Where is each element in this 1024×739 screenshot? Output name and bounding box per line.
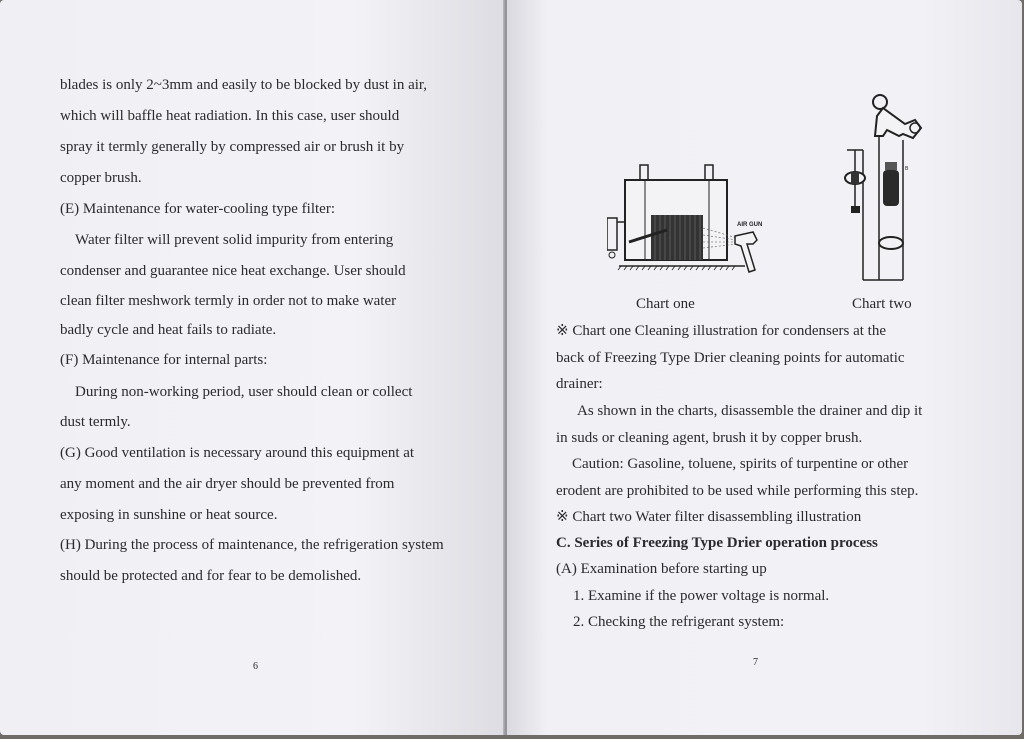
section-heading: (A) Examination before starting up	[556, 561, 767, 577]
caution-line: Caution: Gasoline, toluene, spirits of turpentine or other	[572, 456, 909, 472]
text-line: any moment and the air dryer should be prevented from	[60, 476, 395, 492]
list-item: 2. Checking the refrigerant system:	[573, 614, 785, 630]
text-line: should be protected and for fear to be demolished.	[60, 568, 362, 584]
air-gun-label: AIR GUN	[737, 222, 763, 228]
text-line: ※ Chart two Water filter disassembling illustration	[556, 509, 862, 525]
section-heading: (E) Maintenance for water-cooling type filter:	[60, 201, 335, 217]
text-line: dust termly.	[60, 414, 131, 430]
left-page	[0, 0, 505, 735]
text-line: clean filter meshwork termly in order not to make water	[60, 293, 397, 309]
list-item: 1. Examine if the power voltage is normal.	[573, 588, 830, 604]
text-line: Water filter will prevent solid impurity from entering	[75, 232, 394, 248]
page-number: 7	[753, 657, 758, 668]
text-line: copper brush.	[60, 170, 142, 186]
text-line: blades is only 2~3mm and easily to be blocked by dust in air,	[60, 77, 428, 93]
chart-two-caption: Chart two	[852, 296, 912, 312]
chart-one-caption: Chart one	[636, 296, 695, 312]
text-line: As shown in the charts, disassemble the drainer and dip it	[577, 403, 923, 419]
part-b-label: B	[905, 166, 909, 172]
section-heading: (F) Maintenance for internal parts:	[60, 352, 268, 368]
text-line: badly cycle and heat fails to radiate.	[60, 322, 277, 338]
text-line: erodent are prohibited to be used while performing this step.	[556, 483, 919, 499]
text-line: spray it termly generally by compressed air or brush it by	[60, 139, 405, 155]
text-line: exposing in sunshine or heat source.	[60, 507, 278, 523]
text-line: drainer:	[556, 376, 603, 392]
section-title: C. Series of Freezing Type Drier operation process	[556, 535, 878, 551]
text-line: During non-working period, user should clean or collect	[75, 384, 413, 400]
text-line: condenser and guarantee nice heat exchange. User should	[60, 263, 406, 279]
section-heading: (H) During the process of maintenance, the refrigeration system	[60, 537, 444, 553]
text-line: in suds or cleaning agent, brush it by copper brush.	[556, 430, 863, 446]
chart-two-illustration	[827, 88, 927, 283]
right-page	[507, 0, 1022, 735]
chart-one-illustration	[607, 160, 782, 280]
text-line: ※ Chart one Cleaning illustration for condensers at the	[556, 323, 886, 339]
page-number: 6	[253, 661, 258, 672]
text-line: back of Freezing Type Drier cleaning points for automatic	[556, 350, 905, 366]
text-line: which will baffle heat radiation. In this case, user should	[60, 108, 400, 124]
section-heading: (G) Good ventilation is necessary around this equipment at	[60, 445, 415, 461]
